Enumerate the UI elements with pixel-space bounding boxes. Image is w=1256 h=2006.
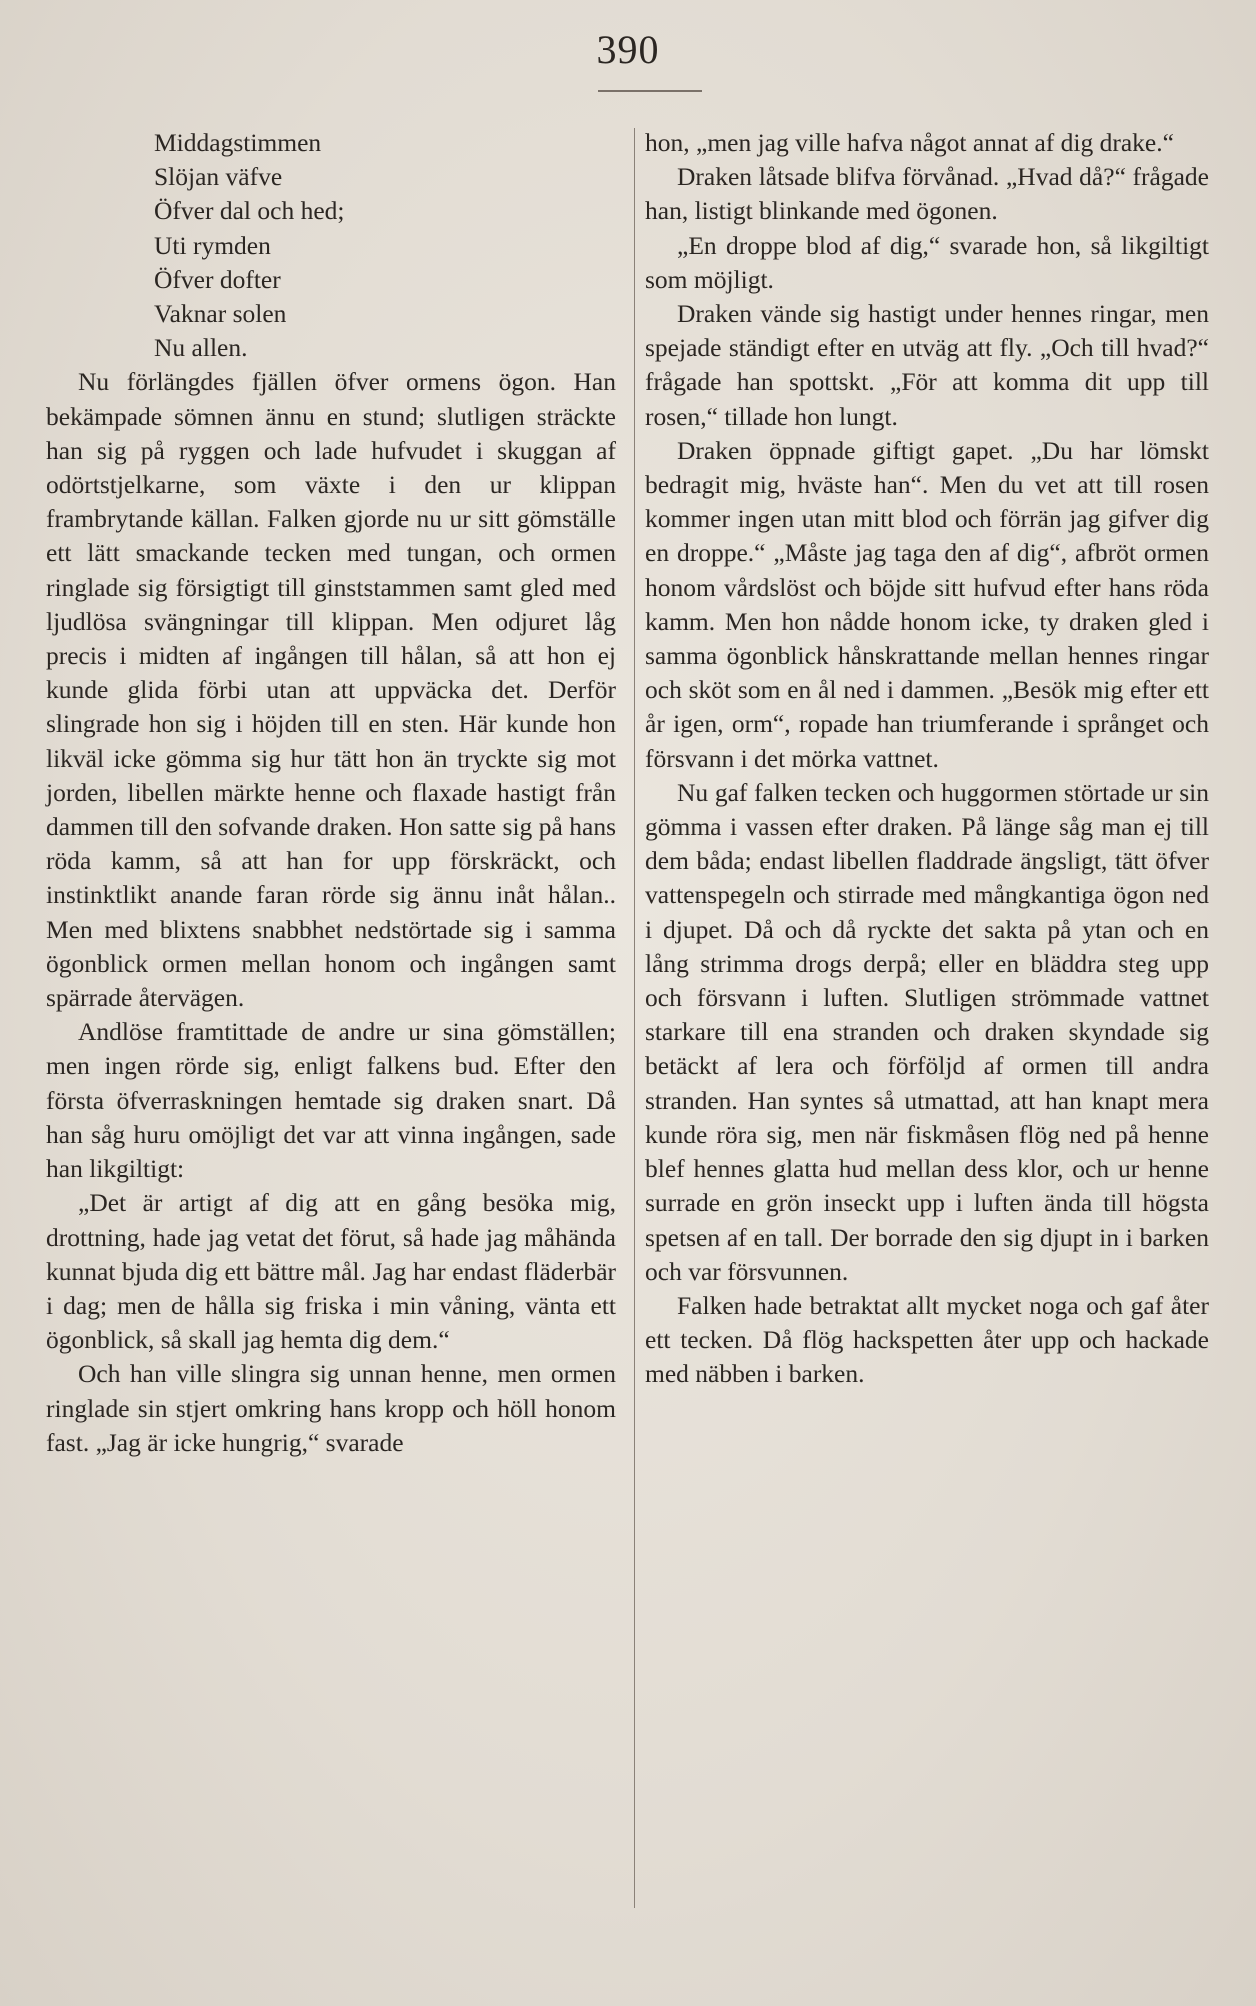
header-rule <box>598 90 702 92</box>
poem-line: Slöjan väfve <box>154 162 283 192</box>
poem-verse <box>154 126 616 365</box>
left-column <box>46 126 616 1460</box>
poem-line: Öfver dal och hed; <box>154 196 345 226</box>
poem-line: Nu allen. <box>154 333 248 363</box>
paragraph: „En droppe blod af dig,“ svarade hon, så likgiltigt som möjligt. <box>645 230 1209 294</box>
poem-line: Vaknar solen <box>154 299 287 329</box>
right-column <box>645 126 1209 1392</box>
paragraph: Draken öppnade giftigt gapet. „Du har lömskt bedragit mig, hväste han“. Men du vet att till rosen kommer ingen utan mitt blod och förrän jag gifver dig en droppe.“ „Måste jag taga den af dig“, afbröt ormen honom vårdslöst och böjde sitt hufvud efter hans röda kamm. Men hon nådde honom icke, ty draken gled i samma ögonblick hånskrattande mellan hennes ringar och sköt som en ål ned i dammen. „Besök mig efter ett år igen, orm“, ropade han triumferande i språnget och försvann i det mörka vattnet. <box>645 435 1209 773</box>
paragraph-continuation: hon, „men jag ville hafva något annat af dig drake.“ <box>645 128 1174 157</box>
paragraph: Draken låtsade blifva förvånad. „Hvad då?“ frågade han, listigt blinkande med ögonen. <box>645 162 1209 226</box>
page-number: 390 <box>596 27 660 72</box>
poem-line: Öfver dofter <box>154 264 281 294</box>
poem-line: Uti rymden <box>154 230 271 260</box>
paragraph: Andlöse framtittade de andre ur sina gömställen; men ingen rörde sig, enligt falkens bud. Efter den första öfverraskningen hemtade sig draken snart. Då han såg huru omöjligt det var att vinna ingången, sade han likgiltigt: <box>46 1017 616 1184</box>
paragraph: Nu gaf falken tecken och huggormen störtade ur sin gömma i vassen efter draken. På länge såg man ej till dem båda; endast libellen fladdrade ängsligt, tätt öfver vattenspegeln och stirrade med mångkantiga ögon ned i djupet. Då och då ryckte det sakta på ytan och en lång strimma drogs derpå; eller en bläddra steg upp och försvann i luften. Slutligen strömmade vattnet starkare till ena stranden och draken skyndade sig betäckt af lera och förföljd af ormen till andra stranden. Han syntes så utmattad, att han knapt mera kunde röra sig, men när fiskmåsen flög ned på henne blef hennes glatta hud mellan dess klor, och ur henne surrade en grön inseckt upp i luften ända till högsta spetsen af en tall. Der borrade den sig djupt in i barken och var försvunnen. <box>645 777 1209 1286</box>
paragraph: Nu förlängdes fjällen öfver ormens ögon. Han bekämpade sömnen ännu en stund; slutligen sträckte han sig på ryggen och lade hufvudet i skuggan af odörtstjelkarne, som växte i den ur klippan frambrytande källan. Falken gjorde nu ur sitt gömställe ett lätt smackande tecken med tungan, och ormen ringlade sig försigtigt till ginststammen samt gled med ljudlösa svängningar till klippan. Men odjuret låg precis i midten af ingången till hålan, så att hon ej kunde glida förbi utan att uppväcka det. Derför slingrade hon sig i höjden till en sten. Här kunde hon likväl icke gömma sig hur tätt hon än tryckte sig mot jorden, libellen märkte henne och flaxade hastigt från dammen till den sofvande draken. Hon satte sig på hans röda kamm, så att han for upp förskräckt, och instinktlikt anande faran rörde sig ännu inåt hålan.. Men med blixtens snabbhet nedstörtade sig i samma ögonblick ormen mellan honom och ingången samt spärrade återvägen. <box>46 367 616 1013</box>
poem-line: Middagstimmen <box>154 128 322 157</box>
paragraph: Och han ville slingra sig unnan henne, men ormen ringlade sin stjert omkring hans kropp och höll honom fast. „Jag är icke hungrig,“ svarade <box>46 1359 616 1457</box>
paragraph: Draken vände sig hastigt under hennes ringar, men spejade ständigt efter en utväg att fly. „Och till hvad?“ frågade han spottskt. „För att komma dit upp till rosen,“ tillade hon lungt. <box>645 299 1209 431</box>
column-divider <box>634 128 635 1908</box>
paragraph: Falken hade betraktat allt mycket noga och gaf åter ett tecken. Då flög hackspetten åter upp och hackade med näbben i barken. <box>645 1290 1209 1389</box>
paragraph: „Det är artigt af dig att en gång besöka mig, drottning, hade jag vetat det förut, så hade jag måhända kunnat bjuda dig ett bättre mål. Jag har endast fläderbär i dag; men de hålla sig friska i min våning, vänta ett ögonblick, så skall jag hemta dig dem.“ <box>46 1188 616 1355</box>
